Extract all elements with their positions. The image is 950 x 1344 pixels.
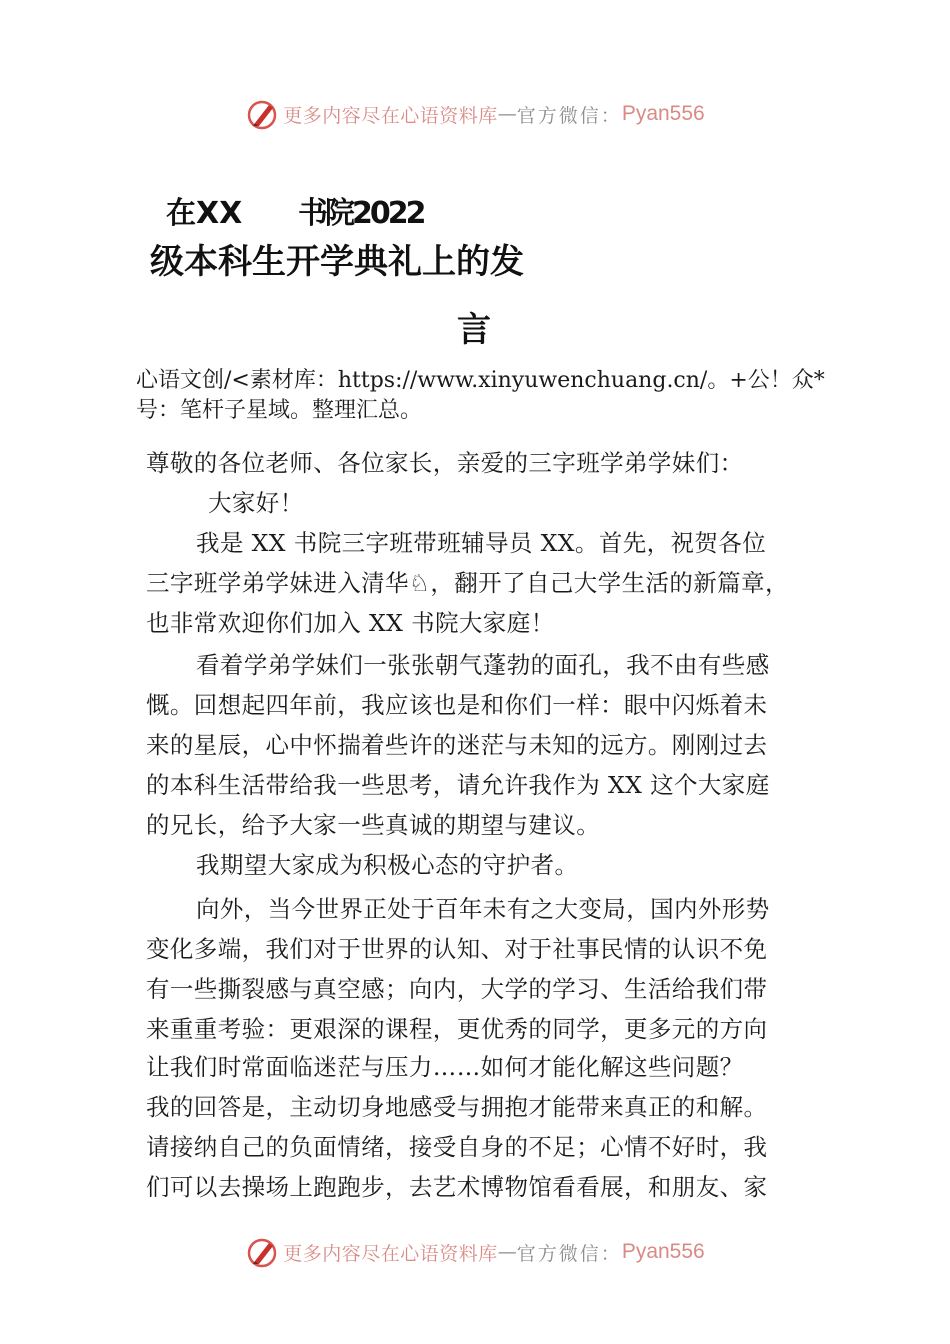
body-line: 有一些撕裂感与真空感；向内，大学的学习、生活给我们带	[146, 975, 768, 1003]
banner-wechat-label: 官方微信：	[516, 104, 622, 127]
body-line: 慨。回想起四年前，我应该也是和你们一样：眼中闪烁着未	[146, 691, 768, 719]
body-line: 变化多端，我们对于世界的认知、对于社事民情的认识不免	[146, 935, 768, 963]
title-line-2: 级本科生开学典礼上的发	[150, 242, 524, 282]
pen-logo-icon	[245, 1235, 279, 1269]
body-line: 三字班学弟学妹进入清华♘，翻开了自己大学生活的新篇章，	[146, 569, 789, 597]
body-line: 向外，当今世界正处于百年未有之大变局，国内外形势	[196, 895, 770, 923]
banner-text: 更多内容尽在心语资料库	[283, 1242, 498, 1265]
title-line-3: 言	[457, 310, 491, 350]
banner-separator: —	[497, 1241, 517, 1263]
body-line: 让我们时常面临迷茫与压力……如何才能化解这些问题？	[146, 1053, 744, 1081]
body-line: 请接纳自己的负面情绪，接受自身的不足；心情不好时，我	[146, 1133, 768, 1161]
banner-wechat-label: 官方微信：	[516, 1242, 622, 1265]
body-line: 我是 XX 书院三字班带班辅导员 XX。首先，祝贺各位	[196, 529, 767, 557]
body-line: 来的星辰，心中怀揣着些许的迷茫与未知的远方。刚刚过去	[146, 731, 768, 759]
pen-logo-icon	[245, 97, 279, 131]
banner-wechat-id: Pyan556	[621, 1240, 705, 1263]
body-line: 看着学弟学妹们一张张朝气蓬勃的面孔，我不由有些感	[196, 651, 770, 679]
title-part-a: 在XX	[166, 196, 243, 231]
body-line: 我的回答是，主动切身地感受与拥抱才能带来真正的和解。	[146, 1093, 768, 1121]
title-part-b: 书院2022	[298, 196, 424, 231]
greeting: 大家好！	[208, 489, 304, 517]
banner-wechat-id: Pyan556	[621, 102, 705, 125]
body-line: 的兄长，给予大家一些真诚的期望与建议。	[146, 811, 601, 839]
title-line-1	[166, 188, 426, 232]
salutation: 尊敬的各位老师、各位家长，亲爱的三字班学弟学妹们：	[146, 449, 744, 477]
source-note: 心语文创/<素材库：https://www.xinyuwenchuang.cn/。+公！众*号：笔杆子星域。整理汇总。	[136, 368, 825, 423]
body-line: 来重重考验：更艰深的课程，更优秀的同学，更多元的方向	[146, 1015, 768, 1043]
banner-text: 更多内容尽在心语资料库	[283, 104, 498, 127]
header-banner	[0, 94, 950, 134]
body-line: 我期望大家成为积极心态的守护者。	[196, 851, 579, 879]
body-line: 们可以去操场上跑跑步，去艺术博物馆看看展，和朋友、家	[146, 1173, 768, 1201]
body-line: 也非常欢迎你们加入 XX 书院大家庭！	[146, 609, 555, 637]
body-line: 的本科生活带给我一些思考，请允许我作为 XX 这个大家庭	[146, 771, 770, 799]
footer-banner	[0, 1232, 950, 1272]
banner-separator: —	[497, 103, 517, 125]
